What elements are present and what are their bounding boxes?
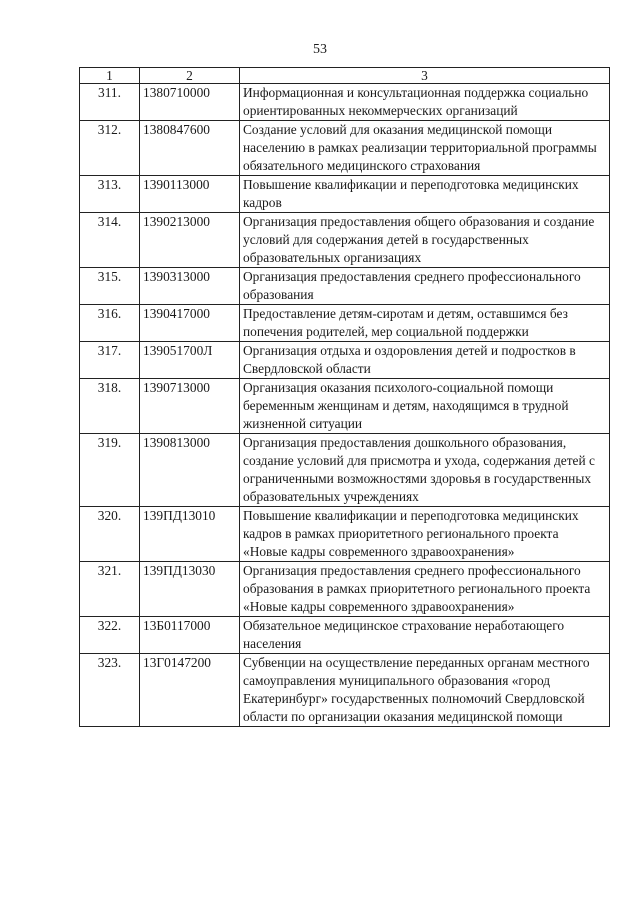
row-number: 321. [80, 562, 140, 617]
table-header-row [80, 68, 610, 84]
row-number: 320. [80, 507, 140, 562]
row-number: 314. [80, 213, 140, 268]
row-code: 139ПД13030 [140, 562, 240, 617]
row-number: 318. [80, 379, 140, 434]
table-row [80, 268, 610, 305]
row-description: Создание условий для оказания медицинской помощи населению в рамках реализации территориальной программы обязательного медицинского страхования [240, 121, 610, 176]
table-row [80, 176, 610, 213]
row-code: 139ПД13010 [140, 507, 240, 562]
column-header-1: 1 [80, 68, 140, 84]
row-number: 311. [80, 84, 140, 121]
row-description: Обязательное медицинское страхование неработающего населения [240, 617, 610, 654]
row-description: Субвенции на осуществление переданных органам местного самоуправления муниципального образования «город Екатеринбург» государственных полномочий Свердловской области по организации оказания медицинской помощи [240, 654, 610, 727]
row-code: 13Г0147200 [140, 654, 240, 727]
row-number: 316. [80, 305, 140, 342]
row-description: Информационная и консультационная поддержка социально ориентированных некоммерческих организаций [240, 84, 610, 121]
row-description: Повышение квалификации и переподготовка медицинских кадров [240, 176, 610, 213]
row-number: 313. [80, 176, 140, 213]
row-code: 1380710000 [140, 84, 240, 121]
table-row [80, 562, 610, 617]
column-header-3: 3 [240, 68, 610, 84]
table-row [80, 507, 610, 562]
row-description: Повышение квалификации и переподготовка медицинских кадров в рамках приоритетного регионального проекта «Новые кадры современного здравоохранения» [240, 507, 610, 562]
table-row [80, 654, 610, 727]
table-row [80, 305, 610, 342]
table-row [80, 213, 610, 268]
row-description: Организация отдыха и оздоровления детей и подростков в Свердловской области [240, 342, 610, 379]
row-code: 1390713000 [140, 379, 240, 434]
budget-codes-table [79, 67, 610, 727]
row-number: 312. [80, 121, 140, 176]
table-row [80, 617, 610, 654]
row-description: Организация предоставления среднего профессионального образования в рамках приоритетного регионального проекта «Новые кадры современного здравоохранения» [240, 562, 610, 617]
row-number: 323. [80, 654, 140, 727]
row-number: 315. [80, 268, 140, 305]
table-row [80, 121, 610, 176]
row-number: 319. [80, 434, 140, 507]
row-code: 1390113000 [140, 176, 240, 213]
row-code: 1390813000 [140, 434, 240, 507]
row-description: Организация предоставления дошкольного образования, создание условий для присмотра и ухода, содержания детей с ограниченными возможностями здоровья в государственных образовательных учреждениях [240, 434, 610, 507]
table-row [80, 379, 610, 434]
table-row [80, 342, 610, 379]
row-number: 317. [80, 342, 140, 379]
row-code: 139051700Л [140, 342, 240, 379]
page-number: 53 [313, 42, 327, 57]
row-code: 1380847600 [140, 121, 240, 176]
row-description: Организация предоставления общего образования и создание условий для содержания детей в государственных образовательных организациях [240, 213, 610, 268]
row-code: 13Б0117000 [140, 617, 240, 654]
column-header-2: 2 [140, 68, 240, 84]
row-description: Организация оказания психолого-социальной помощи беременным женщинам и детям, находящимся в трудной жизненной ситуации [240, 379, 610, 434]
table-row [80, 434, 610, 507]
table-row [80, 84, 610, 121]
row-code: 1390313000 [140, 268, 240, 305]
row-number: 322. [80, 617, 140, 654]
row-description: Предоставление детям-сиротам и детям, оставшимся без попечения родителей, мер социальной поддержки [240, 305, 610, 342]
row-code: 1390213000 [140, 213, 240, 268]
row-description: Организация предоставления среднего профессионального образования [240, 268, 610, 305]
row-code: 1390417000 [140, 305, 240, 342]
